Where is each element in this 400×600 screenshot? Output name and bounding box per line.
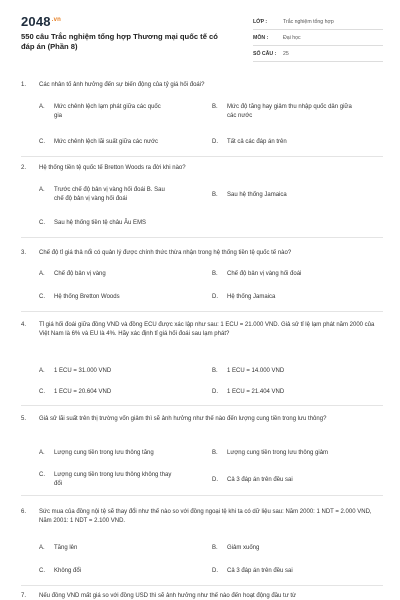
option-text: Tất cả các đáp án trên bbox=[227, 139, 287, 145]
option-letter: C. bbox=[39, 472, 45, 478]
question-text: Nếu đồng VND mất giá so với đồng USD thì sẽ ảnh hưởng như thế nào đến hoạt động đầu tư từ bbox=[39, 593, 297, 599]
option-letter: A. bbox=[39, 450, 45, 456]
meta-key: MÔN : bbox=[253, 34, 269, 41]
option-text: 1 ECU = 31.000 VND bbox=[54, 368, 112, 374]
option-letter: C. bbox=[39, 220, 45, 226]
meta-value: 25 bbox=[283, 50, 289, 57]
option-text: Giảm xuống bbox=[227, 545, 260, 551]
option-text: Cả 3 đáp án trên đều sai bbox=[227, 477, 293, 483]
option-text: Chế độ bản vị vàng bbox=[54, 271, 106, 277]
option-text: 1 ECU = 20.604 VND bbox=[54, 389, 112, 395]
option-text: Không đổi bbox=[54, 568, 82, 574]
meta-row-class bbox=[253, 14, 383, 30]
option-letter: A. bbox=[39, 187, 45, 193]
divider bbox=[21, 237, 383, 238]
option-letter: B. bbox=[212, 104, 218, 110]
meta-value: Đại học bbox=[283, 34, 301, 41]
option-letter: C. bbox=[39, 139, 45, 145]
divider bbox=[21, 311, 383, 312]
option-text: 1 ECU = 14.000 VND bbox=[227, 368, 285, 374]
option-letter: A. bbox=[39, 368, 45, 374]
option-text: Mức chênh lệch lạm phát giữa các quốc gia bbox=[54, 104, 161, 119]
question-text: Các nhân tố ảnh hưởng đến sự biến động của tỷ giá hối đoái? bbox=[39, 82, 205, 88]
option-letter: D. bbox=[212, 389, 218, 395]
option-letter: B. bbox=[212, 368, 218, 374]
option-text: Mức chênh lệch lãi suất giữa các nước bbox=[54, 139, 159, 145]
question-text: Sức mua của đồng nội tệ sẽ thay đổi như thế nào so với đồng ngoại tệ khi ta có dữ liệu sau: Năm 2000: 1 NDT = 2.000 VND, Năm 2001: 1 NDT = 2.100 VND. bbox=[39, 509, 372, 524]
logo-suffix: .vn bbox=[51, 16, 62, 23]
question-text: Giả sử lãi suất trên thị trường vốn giảm thì sẽ ảnh hưởng như thế nào đến lượng cung tiền trong lưu thông? bbox=[39, 416, 327, 422]
option-letter: B. bbox=[212, 271, 218, 277]
option-text: Hệ thống Bretton Woods bbox=[54, 294, 120, 300]
meta-key: LỚP : bbox=[253, 18, 268, 25]
option-letter: D. bbox=[212, 294, 218, 300]
option-text: Cả 3 đáp án trên đều sai bbox=[227, 568, 293, 574]
question-number: 1. bbox=[21, 82, 27, 88]
option-text: Tăng lên bbox=[54, 545, 78, 551]
option-text: Sau hệ thống Jamaica bbox=[227, 192, 287, 198]
option-letter: D. bbox=[212, 568, 218, 574]
option-text: Lượng cung tiền trong lưu thông giảm bbox=[227, 450, 329, 456]
option-text: Lượng cung tiền trong lưu thông không thay đổi bbox=[54, 472, 172, 487]
option-letter: C. bbox=[39, 568, 45, 574]
meta-row-count bbox=[253, 46, 383, 62]
question-number: 6. bbox=[21, 509, 27, 515]
option-text: Trước chế độ bản vị vàng hối đoái B. Sau chế độ bản vị vàng hối đoái bbox=[54, 187, 165, 202]
question-number: 7. bbox=[21, 593, 27, 599]
option-text: Sau hệ thống tiền tệ châu Âu EMS bbox=[54, 220, 147, 226]
logo-text: 2048 bbox=[21, 14, 51, 29]
question-number: 3. bbox=[21, 250, 27, 256]
question-7 bbox=[21, 592, 383, 600]
question-text: Hệ thống tiền tệ quốc tế Bretton Woods ra đời khi nào? bbox=[39, 165, 186, 171]
divider bbox=[21, 495, 383, 496]
option-letter: B. bbox=[212, 545, 218, 551]
meta-info-box bbox=[253, 14, 383, 62]
question-number: 5. bbox=[21, 416, 27, 422]
question-text: Chế độ tỉ giá thả nổi có quản lý được chính thức thừa nhận trong hệ thống tiền tệ quốc tế nào? bbox=[39, 250, 292, 256]
option-letter: C. bbox=[39, 294, 45, 300]
option-letter: B. bbox=[212, 192, 218, 198]
option-letter: A. bbox=[39, 545, 45, 551]
divider bbox=[21, 156, 383, 157]
option-letter: A. bbox=[39, 104, 45, 110]
option-letter: D. bbox=[212, 139, 218, 145]
meta-key: SỐ CÂU : bbox=[253, 50, 277, 57]
option-letter: B. bbox=[212, 450, 218, 456]
option-letter: D. bbox=[212, 477, 218, 483]
divider bbox=[21, 585, 383, 586]
option-text: Chế độ bản vị vàng hối đoái bbox=[227, 271, 302, 277]
option-text: Mức độ tăng hay giảm thu nhập quốc dân giữa các nước bbox=[227, 104, 352, 119]
option-letter: C. bbox=[39, 389, 45, 395]
option-letter: A. bbox=[39, 271, 45, 277]
document-title: 550 câu Trắc nghiệm tổng hợp Thương mại quốc tế có đáp án (Phần 8) bbox=[21, 32, 218, 51]
site-logo[interactable] bbox=[21, 14, 61, 29]
question-number: 2. bbox=[21, 165, 27, 171]
divider bbox=[21, 405, 383, 406]
option-text: Hệ thống Jamaica bbox=[227, 294, 276, 300]
question-text: Tỉ giá hối đoái giữa đồng VND và đồng ECU được xác lập như sau: 1 ECU = 21.000 VND. Giả sử tỉ lệ lạm phát năm 2000 của Việt Nam là 6% và EU là 4%. Hãy xác định tỉ giá hối đoái sau lạm phát? bbox=[39, 322, 375, 337]
meta-row-subject bbox=[253, 30, 383, 46]
meta-value: Trắc nghiệm tổng hợp bbox=[283, 18, 334, 25]
option-text: Lượng cung tiền trong lưu thông tăng bbox=[54, 450, 154, 456]
question-number: 4. bbox=[21, 322, 27, 328]
option-text: 1 ECU = 21.404 VND bbox=[227, 389, 285, 395]
